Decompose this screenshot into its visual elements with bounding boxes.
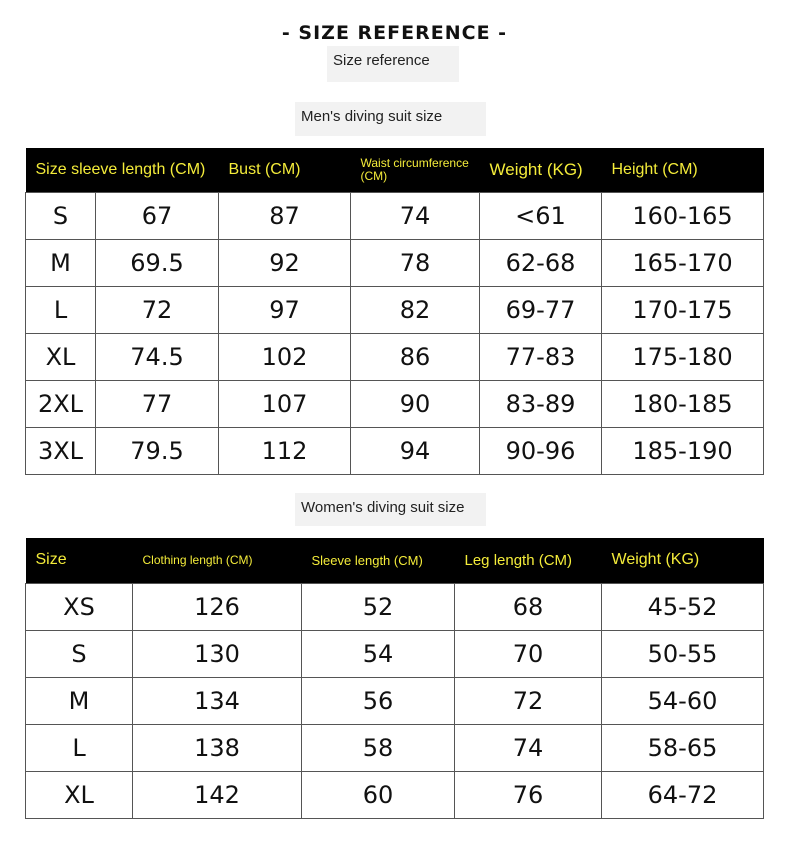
waist-cell: 74 [351, 193, 480, 240]
weight-cell: 58-65 [602, 725, 764, 772]
men-col-bust: Bust (CM) [219, 148, 351, 193]
men-col-size-sleeve-length: Size sleeve length (CM) [26, 148, 219, 193]
leg-length-cell: 72 [455, 678, 602, 725]
men-table-label: Men's diving suit size [295, 102, 486, 136]
table-row [26, 193, 764, 240]
women-col-weight: Weight (KG) [602, 538, 764, 584]
sleeve-length-cell: 60 [302, 772, 455, 819]
table-row [26, 772, 764, 819]
size-cell: L [26, 725, 133, 772]
weight-cell: 83-89 [480, 381, 602, 428]
clothing-length-cell: 134 [133, 678, 302, 725]
clothing-length-cell: 138 [133, 725, 302, 772]
table-row [26, 631, 764, 678]
table-row [26, 334, 764, 381]
sleeve-length-cell: 72 [96, 287, 219, 334]
men-size-table [25, 148, 764, 475]
women-size-table [25, 538, 764, 819]
women-header-row [26, 538, 764, 584]
weight-cell: 54-60 [602, 678, 764, 725]
sleeve-length-cell: 54 [302, 631, 455, 678]
size-cell: M [26, 678, 133, 725]
men-col-height: Height (CM) [602, 148, 764, 193]
women-col-leg-length: Leg length (CM) [455, 538, 602, 584]
bust-cell: 112 [219, 428, 351, 475]
sleeve-length-cell: 77 [96, 381, 219, 428]
sleeve-length-cell: 58 [302, 725, 455, 772]
waist-cell: 94 [351, 428, 480, 475]
women-col-size: Size [26, 538, 133, 584]
size-cell: L [26, 287, 96, 334]
size-cell: 2XL [26, 381, 96, 428]
table-row [26, 584, 764, 631]
weight-cell: 90-96 [480, 428, 602, 475]
weight-cell: 64-72 [602, 772, 764, 819]
table-row [26, 428, 764, 475]
leg-length-cell: 68 [455, 584, 602, 631]
leg-length-cell: 76 [455, 772, 602, 819]
weight-cell: 45-52 [602, 584, 764, 631]
leg-length-cell: 70 [455, 631, 602, 678]
clothing-length-cell: 142 [133, 772, 302, 819]
weight-cell: 69-77 [480, 287, 602, 334]
weight-cell: 50-55 [602, 631, 764, 678]
men-header-row [26, 148, 764, 193]
height-cell: 175-180 [602, 334, 764, 381]
height-cell: 180-185 [602, 381, 764, 428]
sleeve-length-cell: 74.5 [96, 334, 219, 381]
bust-cell: 97 [219, 287, 351, 334]
weight-cell: 62-68 [480, 240, 602, 287]
weight-cell: 77-83 [480, 334, 602, 381]
size-cell: XL [26, 772, 133, 819]
table-row [26, 240, 764, 287]
leg-length-cell: 74 [455, 725, 602, 772]
size-cell: XL [26, 334, 96, 381]
women-col-clothing-length: Clothing length (CM) [133, 538, 302, 584]
bust-cell: 87 [219, 193, 351, 240]
women-col-sleeve-length: Sleeve length (CM) [302, 538, 455, 584]
waist-cell: 78 [351, 240, 480, 287]
sleeve-length-cell: 56 [302, 678, 455, 725]
table-row [26, 678, 764, 725]
bust-cell: 92 [219, 240, 351, 287]
clothing-length-cell: 126 [133, 584, 302, 631]
size-cell: 3XL [26, 428, 96, 475]
clothing-length-cell: 130 [133, 631, 302, 678]
waist-cell: 90 [351, 381, 480, 428]
women-table-label: Women's diving suit size [295, 493, 486, 526]
men-col-waist: Waist circumference (CM) [351, 148, 480, 193]
weight-cell: <61 [480, 193, 602, 240]
bust-cell: 102 [219, 334, 351, 381]
size-cell: M [26, 240, 96, 287]
size-reference-subtitle: Size reference [327, 46, 459, 82]
height-cell: 165-170 [602, 240, 764, 287]
height-cell: 185-190 [602, 428, 764, 475]
page-title: - SIZE REFERENCE - [281, 22, 508, 44]
sleeve-length-cell: 52 [302, 584, 455, 631]
table-row [26, 381, 764, 428]
waist-cell: 82 [351, 287, 480, 334]
sleeve-length-cell: 67 [96, 193, 219, 240]
sleeve-length-cell: 79.5 [96, 428, 219, 475]
men-col-weight: Weight (KG) [480, 148, 602, 193]
size-cell: S [26, 193, 96, 240]
height-cell: 160-165 [602, 193, 764, 240]
height-cell: 170-175 [602, 287, 764, 334]
size-cell: XS [26, 584, 133, 631]
size-cell: S [26, 631, 133, 678]
bust-cell: 107 [219, 381, 351, 428]
sleeve-length-cell: 69.5 [96, 240, 219, 287]
table-row [26, 287, 764, 334]
table-row [26, 725, 764, 772]
waist-cell: 86 [351, 334, 480, 381]
